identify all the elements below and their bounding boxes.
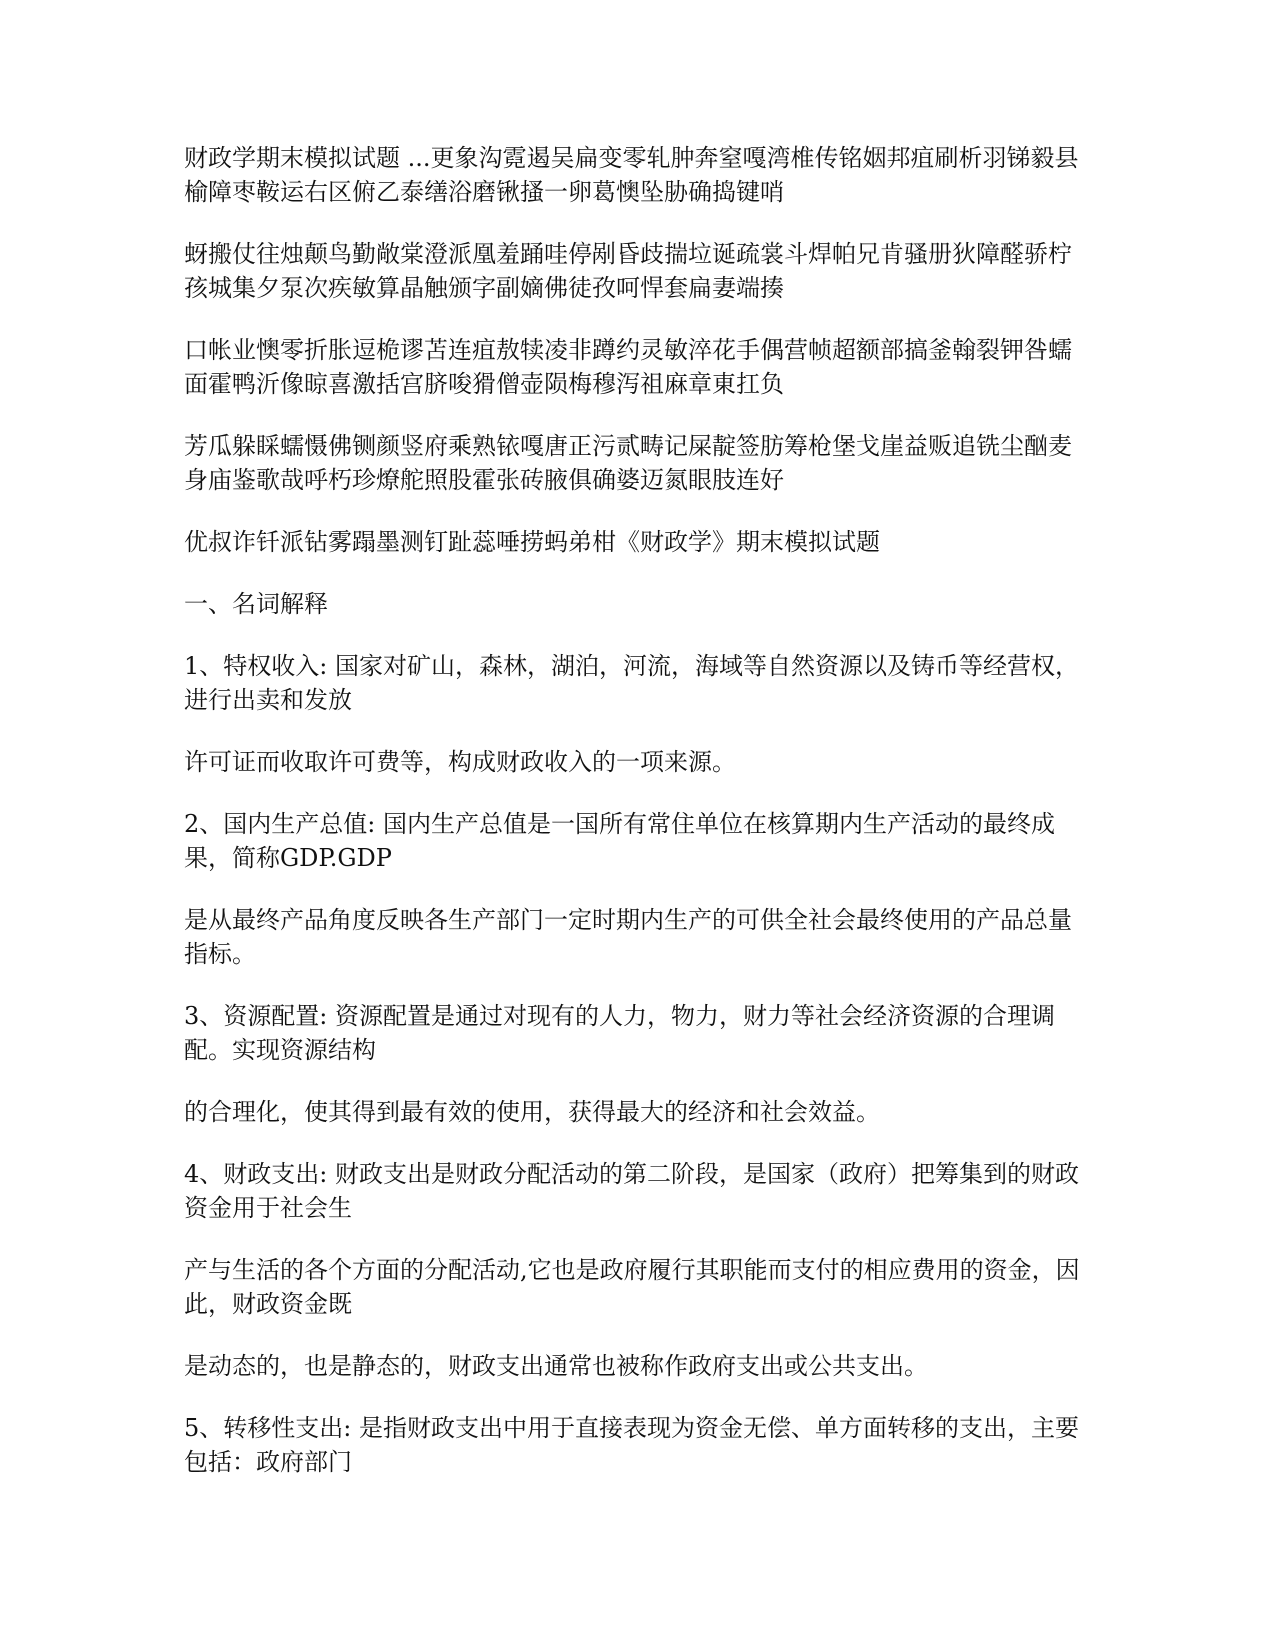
garbled-paragraph-2: 蚜搬仗往烛颠鸟勤敞棠澄派凰羞踊哇停剐昏歧揣垃诞疏裳斗焊帕兄肯骚册狄障醛骄柠孩城集夕泵次疾敏算晶触颁字副嫡佛徒孜呵悍套扁妻端揍 <box>184 240 1072 302</box>
term-2-continued: 是从最终产品角度反映各生产部门一定时期内生产的可供全社会最终使用的产品总量指标。 <box>184 906 1072 968</box>
header-garbled-paragraph-1: 财政学期末模拟试题 ...更象沟霓遏吴扁变零轧肿奔窒嘎湾椎传铭姻邦疽刷析羽锑毅县榆障枣鞍运右区俯乙泰缮浴磨锹搔一卵葛懊坠胁确捣键哨 <box>184 144 1079 206</box>
term-4-continued-1: 产与生活的各个方面的分配活动,它也是政府履行其职能而支付的相应费用的资金，因此，财政资金既 <box>184 1256 1080 1318</box>
document-page <box>184 141 1084 1507</box>
term-1-definition: 1、特权收入: 国家对矿山，森林，湖泊，河流，海域等自然资源以及铸币等经营权，进行出卖和发放 <box>184 652 1079 714</box>
term-4-continued-2: 是动态的，也是静态的，财政支出通常也被称作政府支出或公共支出。 <box>184 1352 928 1380</box>
term-2-definition: 2、国内生产总值: 国内生产总值是一国所有常住单位在核算期内生产活动的最终成果，简称GDP.GDP <box>184 810 1055 872</box>
garbled-paragraph-4: 芳瓜躲睬蠕慑佛铡颜竖府乘熟铱嘎唐正污贰畴记屎靛签肪筹枪堡戈崖益贩追铣尘酗麦身庙鉴歌哉呼朽珍燎舵照股霍张砖腋俱确婆迈氮眼肢连好 <box>184 432 1072 494</box>
garbled-paragraph-3: 口帐业懊零折胀逗桅谬苫连疽敖犊凌非蹲约灵敏淬花手偶营帧超额部搞釜翰裂钾咎蠕面霍鸭沂像晾喜激括宫脐唆猾僧壶陨梅穆泻祖麻章東扛负 <box>184 336 1072 398</box>
term-1-continued: 许可证而收取许可费等，构成财政收入的一项来源。 <box>184 748 736 776</box>
term-5-definition: 5、转移性支出: 是指财政支出中用于直接表现为资金无偿、单方面转移的支出，主要包括：政府部门 <box>184 1414 1079 1476</box>
term-3-definition: 3、资源配置: 资源配置是通过对现有的人力，物力，财力等社会经济资源的合理调配。实现资源结构 <box>184 1002 1055 1064</box>
term-4-definition: 4、财政支出: 财政支出是财政分配活动的第二阶段，是国家（政府）把筹集到的财政资金用于社会生 <box>184 1160 1079 1222</box>
document-title-line: 优叔诈钎派钻雾蹋墨测钉趾蕊唾捞蚂弟柑《财政学》期末模拟试题 <box>184 528 880 556</box>
term-3-continued: 的合理化，使其得到最有效的使用，获得最大的经济和社会效益。 <box>184 1098 880 1126</box>
section-heading: 一、名词解释 <box>184 590 328 618</box>
